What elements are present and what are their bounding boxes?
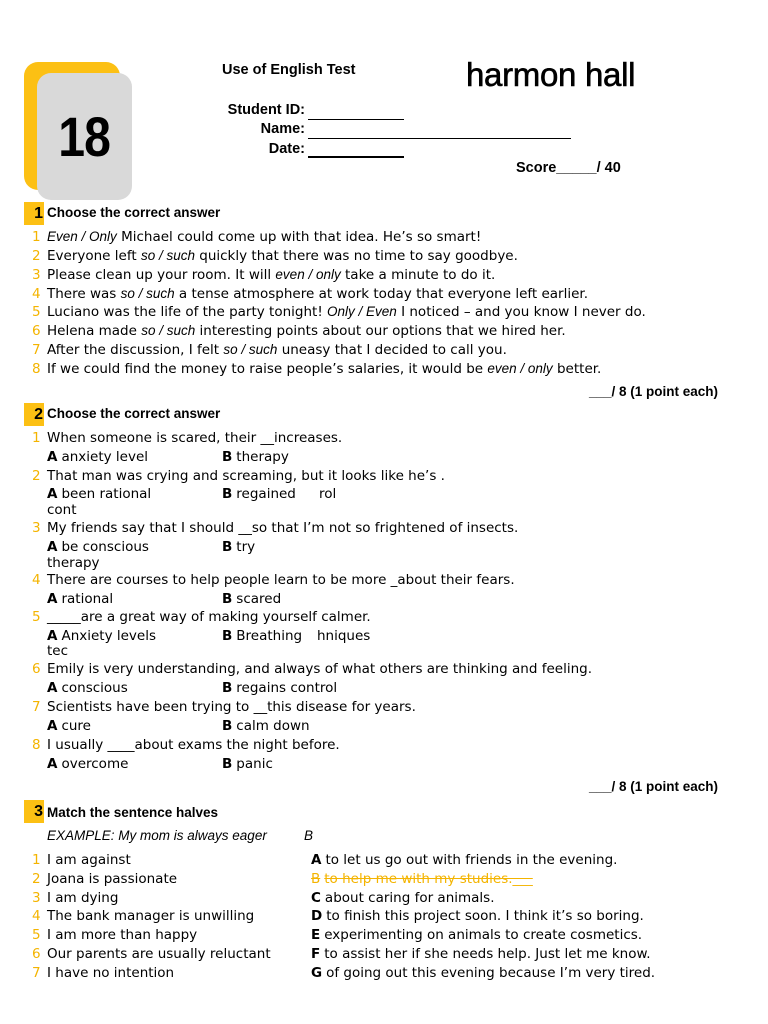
match-number: 2 bbox=[32, 871, 41, 887]
question-text: When someone is scared, their __increases. bbox=[47, 430, 343, 446]
option-a bbox=[47, 756, 128, 772]
section-points: ___/ 8 (1 point each) bbox=[588, 779, 718, 794]
option-fragment: tec bbox=[47, 643, 69, 659]
answer-options bbox=[0, 680, 768, 696]
sentence-second-half bbox=[311, 946, 651, 962]
option-b bbox=[222, 628, 302, 644]
answer-choices: so / such bbox=[223, 342, 278, 357]
option-letter: A bbox=[47, 628, 58, 644]
question-number: 8 bbox=[32, 737, 41, 753]
date-blank bbox=[308, 156, 404, 158]
option-letter: B bbox=[222, 591, 233, 607]
option-letter: A bbox=[47, 756, 58, 772]
match-row bbox=[0, 871, 768, 887]
sentence-first-half: I am against bbox=[47, 852, 131, 868]
question-item bbox=[0, 737, 768, 753]
match-letter: D bbox=[311, 908, 323, 924]
option-b bbox=[222, 486, 296, 502]
question-text: My friends say that I should __so that I’m not so frightened of insects. bbox=[47, 520, 519, 536]
option-fragment: cont bbox=[47, 502, 77, 518]
test-number-badge bbox=[37, 73, 132, 200]
option-letter: B bbox=[222, 486, 233, 502]
sentence-second-half-crossed-out bbox=[311, 871, 533, 887]
answer-choices: Only / Even bbox=[327, 304, 397, 319]
answer-choices: even / only bbox=[275, 267, 341, 282]
option-text: been rational bbox=[61, 486, 152, 502]
name-label: Name: bbox=[260, 121, 305, 137]
option-b bbox=[222, 680, 337, 696]
answer-options-overflow bbox=[0, 502, 768, 518]
question-text: I usually ____about exams the night before. bbox=[47, 737, 340, 753]
name-blank bbox=[308, 138, 571, 139]
match-text: of going out this evening because I’m very tired. bbox=[326, 965, 656, 981]
sentence-second-half bbox=[311, 908, 644, 924]
option-letter: B bbox=[222, 756, 233, 772]
question-item bbox=[0, 699, 768, 715]
sentence-second-half bbox=[311, 852, 617, 868]
match-number: 3 bbox=[32, 890, 41, 906]
sentence-end: better. bbox=[552, 361, 602, 377]
answer-options bbox=[0, 591, 768, 607]
question-sentence bbox=[47, 304, 646, 320]
answer-options bbox=[0, 628, 768, 644]
sentence-first-half: The bank manager is unwilling bbox=[47, 908, 255, 924]
question-text: _____are a great way of making yourself calmer. bbox=[47, 609, 371, 625]
option-a bbox=[47, 680, 128, 696]
question-number: 7 bbox=[32, 342, 41, 358]
answer-choices: so / such bbox=[141, 323, 196, 338]
match-text: about caring for animals. bbox=[324, 890, 495, 906]
option-text: cure bbox=[61, 718, 91, 734]
option-letter: A bbox=[47, 591, 58, 607]
option-fragment: therapy bbox=[47, 555, 100, 571]
option-text: be conscious bbox=[61, 539, 149, 555]
answer-options bbox=[0, 718, 768, 734]
question-item bbox=[0, 661, 768, 677]
example-answer: B bbox=[304, 828, 314, 843]
section-number-box bbox=[24, 403, 44, 426]
match-letter: C bbox=[311, 890, 321, 906]
option-text: panic bbox=[236, 756, 273, 772]
sentence-first-half: Joana is passionate bbox=[47, 871, 178, 887]
question-item bbox=[0, 430, 768, 446]
answer-choices: so / such bbox=[120, 286, 175, 301]
match-row bbox=[0, 927, 768, 943]
answer-options-overflow bbox=[0, 643, 768, 659]
question-text: Scientists have been trying to __this disease for years. bbox=[47, 699, 416, 715]
option-letter: A bbox=[47, 486, 58, 502]
match-number: 1 bbox=[32, 852, 41, 868]
question-sentence bbox=[47, 361, 601, 377]
question-item bbox=[0, 286, 768, 302]
answer-options bbox=[0, 756, 768, 772]
option-text: calm down bbox=[236, 718, 310, 734]
section-number: 3 bbox=[34, 803, 43, 820]
sentence-start: There was bbox=[47, 286, 121, 302]
question-number: 5 bbox=[32, 609, 41, 625]
match-row bbox=[0, 965, 768, 981]
sentence-end: quickly that there was no time to say goodbye. bbox=[194, 248, 518, 264]
option-text: anxiety level bbox=[61, 449, 149, 465]
question-number: 4 bbox=[32, 286, 41, 302]
section-number: 2 bbox=[34, 406, 43, 423]
question-number: 3 bbox=[32, 520, 41, 536]
sentence-start: Please clean up your room. It will bbox=[47, 267, 276, 283]
section-title: Match the sentence halves bbox=[47, 805, 219, 820]
question-text: Emily is very understanding, and always of what others are thinking and feeling. bbox=[47, 661, 593, 677]
question-item bbox=[0, 248, 768, 264]
question-number: 3 bbox=[32, 267, 41, 283]
question-item bbox=[0, 304, 768, 320]
sentence-start: If we could find the money to raise people’s salaries, it would be bbox=[47, 361, 488, 377]
option-text: Anxiety levels bbox=[61, 628, 156, 644]
section-number: 1 bbox=[34, 205, 43, 222]
option-a bbox=[47, 718, 91, 734]
question-number: 5 bbox=[32, 304, 41, 320]
match-row bbox=[0, 946, 768, 962]
answer-choices: even / only bbox=[487, 361, 553, 376]
question-number: 2 bbox=[32, 248, 41, 264]
sentence-end: a tense atmosphere at work today that everyone left earlier. bbox=[174, 286, 589, 302]
section-number-box bbox=[24, 800, 44, 823]
option-letter: A bbox=[47, 680, 58, 696]
option-letter: A bbox=[47, 718, 58, 734]
question-number: 8 bbox=[32, 361, 41, 377]
option-a bbox=[47, 486, 151, 502]
question-sentence bbox=[47, 229, 481, 245]
sentence-start: Helena made bbox=[47, 323, 142, 339]
match-letter: G bbox=[311, 965, 323, 981]
sentence-first-half: I have no intention bbox=[47, 965, 175, 981]
option-letter: B bbox=[222, 628, 233, 644]
question-number: 6 bbox=[32, 661, 41, 677]
match-row bbox=[0, 852, 768, 868]
option-letter: A bbox=[47, 449, 58, 465]
answer-choices: Even / Only bbox=[47, 229, 117, 244]
example-text: EXAMPLE: My mom is always eager bbox=[47, 828, 267, 843]
option-b bbox=[222, 449, 289, 465]
match-number: 7 bbox=[32, 965, 41, 981]
sentence-end: uneasy that I decided to call you. bbox=[277, 342, 507, 358]
option-text: conscious bbox=[61, 680, 128, 696]
question-text: There are courses to help people learn to be more _about their fears. bbox=[47, 572, 515, 588]
option-text: regains control bbox=[236, 680, 338, 696]
option-letter: B bbox=[222, 718, 233, 734]
total-score: Score_____/ 40 bbox=[516, 160, 621, 176]
match-letter: A bbox=[311, 852, 322, 868]
option-text: try bbox=[236, 539, 256, 555]
date-label: Date: bbox=[268, 141, 305, 157]
answer-options bbox=[0, 486, 768, 502]
match-text: to help me with my studies.___ bbox=[324, 871, 533, 887]
section-title: Choose the correct answer bbox=[47, 406, 221, 421]
sentence-second-half bbox=[311, 927, 642, 943]
option-text: overcome bbox=[61, 756, 129, 772]
question-text: That man was crying and screaming, but it looks like he’s . bbox=[47, 468, 445, 484]
option-letter: B bbox=[222, 539, 233, 555]
match-text: to let us go out with friends in the evening. bbox=[325, 852, 618, 868]
match-number: 5 bbox=[32, 927, 41, 943]
student-id-blank bbox=[308, 119, 404, 120]
option-text: Breathing bbox=[236, 628, 303, 644]
example-row bbox=[0, 828, 768, 844]
answer-options bbox=[0, 449, 768, 465]
question-sentence bbox=[47, 286, 588, 302]
question-sentence bbox=[47, 267, 495, 283]
option-a bbox=[47, 591, 113, 607]
question-item bbox=[0, 520, 768, 536]
question-number: 2 bbox=[32, 468, 41, 484]
test-number: 18 bbox=[58, 104, 111, 168]
option-fragment: hniques bbox=[317, 628, 371, 644]
question-item bbox=[0, 323, 768, 339]
match-letter: B bbox=[311, 871, 321, 887]
option-a bbox=[47, 449, 148, 465]
section-points: ___/ 8 (1 point each) bbox=[588, 384, 718, 399]
question-item bbox=[0, 572, 768, 588]
match-number: 4 bbox=[32, 908, 41, 924]
option-letter: B bbox=[222, 680, 233, 696]
option-text: therapy bbox=[236, 449, 289, 465]
sentence-end: take a minute to do it. bbox=[340, 267, 496, 283]
question-item bbox=[0, 342, 768, 358]
sentence-start: After the discussion, I felt bbox=[47, 342, 224, 358]
option-a bbox=[47, 539, 149, 555]
sentence-start: Everyone left bbox=[47, 248, 141, 264]
question-sentence bbox=[47, 323, 566, 339]
question-item bbox=[0, 468, 768, 484]
option-a bbox=[47, 628, 156, 644]
sentence-first-half: I am dying bbox=[47, 890, 119, 906]
question-item bbox=[0, 267, 768, 283]
match-number: 6 bbox=[32, 946, 41, 962]
option-b bbox=[222, 756, 273, 772]
question-item bbox=[0, 609, 768, 625]
sentence-second-half bbox=[311, 890, 495, 906]
question-sentence bbox=[47, 342, 507, 358]
option-fragment: rol bbox=[319, 486, 337, 502]
sentence-end: interesting points about our options that we hired her. bbox=[195, 323, 566, 339]
question-sentence bbox=[47, 248, 518, 264]
student-id-label: Student ID: bbox=[227, 102, 305, 118]
match-text: to assist her if she needs help. Just let me know. bbox=[324, 946, 651, 962]
question-item bbox=[0, 229, 768, 245]
test-title: Use of English Test bbox=[222, 62, 356, 78]
brand-logo: harmon hall bbox=[466, 56, 636, 93]
question-item bbox=[0, 361, 768, 377]
match-letter: E bbox=[311, 927, 321, 943]
match-row bbox=[0, 890, 768, 906]
question-number: 1 bbox=[32, 229, 41, 245]
option-letter: B bbox=[222, 449, 233, 465]
option-b bbox=[222, 718, 310, 734]
sentence-second-half bbox=[311, 965, 655, 981]
section-number-box bbox=[24, 202, 44, 225]
question-number: 4 bbox=[32, 572, 41, 588]
answer-options-overflow bbox=[0, 555, 768, 571]
match-row bbox=[0, 908, 768, 924]
option-text: scared bbox=[236, 591, 282, 607]
sentence-first-half: Our parents are usually reluctant bbox=[47, 946, 271, 962]
answer-options bbox=[0, 539, 768, 555]
option-text: rational bbox=[61, 591, 114, 607]
sentence-start: Luciano was the life of the party tonight! bbox=[47, 304, 328, 320]
question-number: 6 bbox=[32, 323, 41, 339]
match-letter: F bbox=[311, 946, 321, 962]
match-text: experimenting on animals to create cosmetics. bbox=[324, 927, 643, 943]
match-text: to finish this project soon. I think it’s so boring. bbox=[326, 908, 644, 924]
sentence-end: I noticed – and you know I never do. bbox=[396, 304, 646, 320]
sentence-first-half: I am more than happy bbox=[47, 927, 198, 943]
sentence-end: Michael could come up with that idea. He’s so smart! bbox=[116, 229, 482, 245]
answer-choices: so / such bbox=[140, 248, 195, 263]
option-letter: A bbox=[47, 539, 58, 555]
question-number: 7 bbox=[32, 699, 41, 715]
section-title: Choose the correct answer bbox=[47, 205, 221, 220]
option-b bbox=[222, 591, 281, 607]
option-text: regained bbox=[236, 486, 296, 502]
question-number: 1 bbox=[32, 430, 41, 446]
option-b bbox=[222, 539, 255, 555]
